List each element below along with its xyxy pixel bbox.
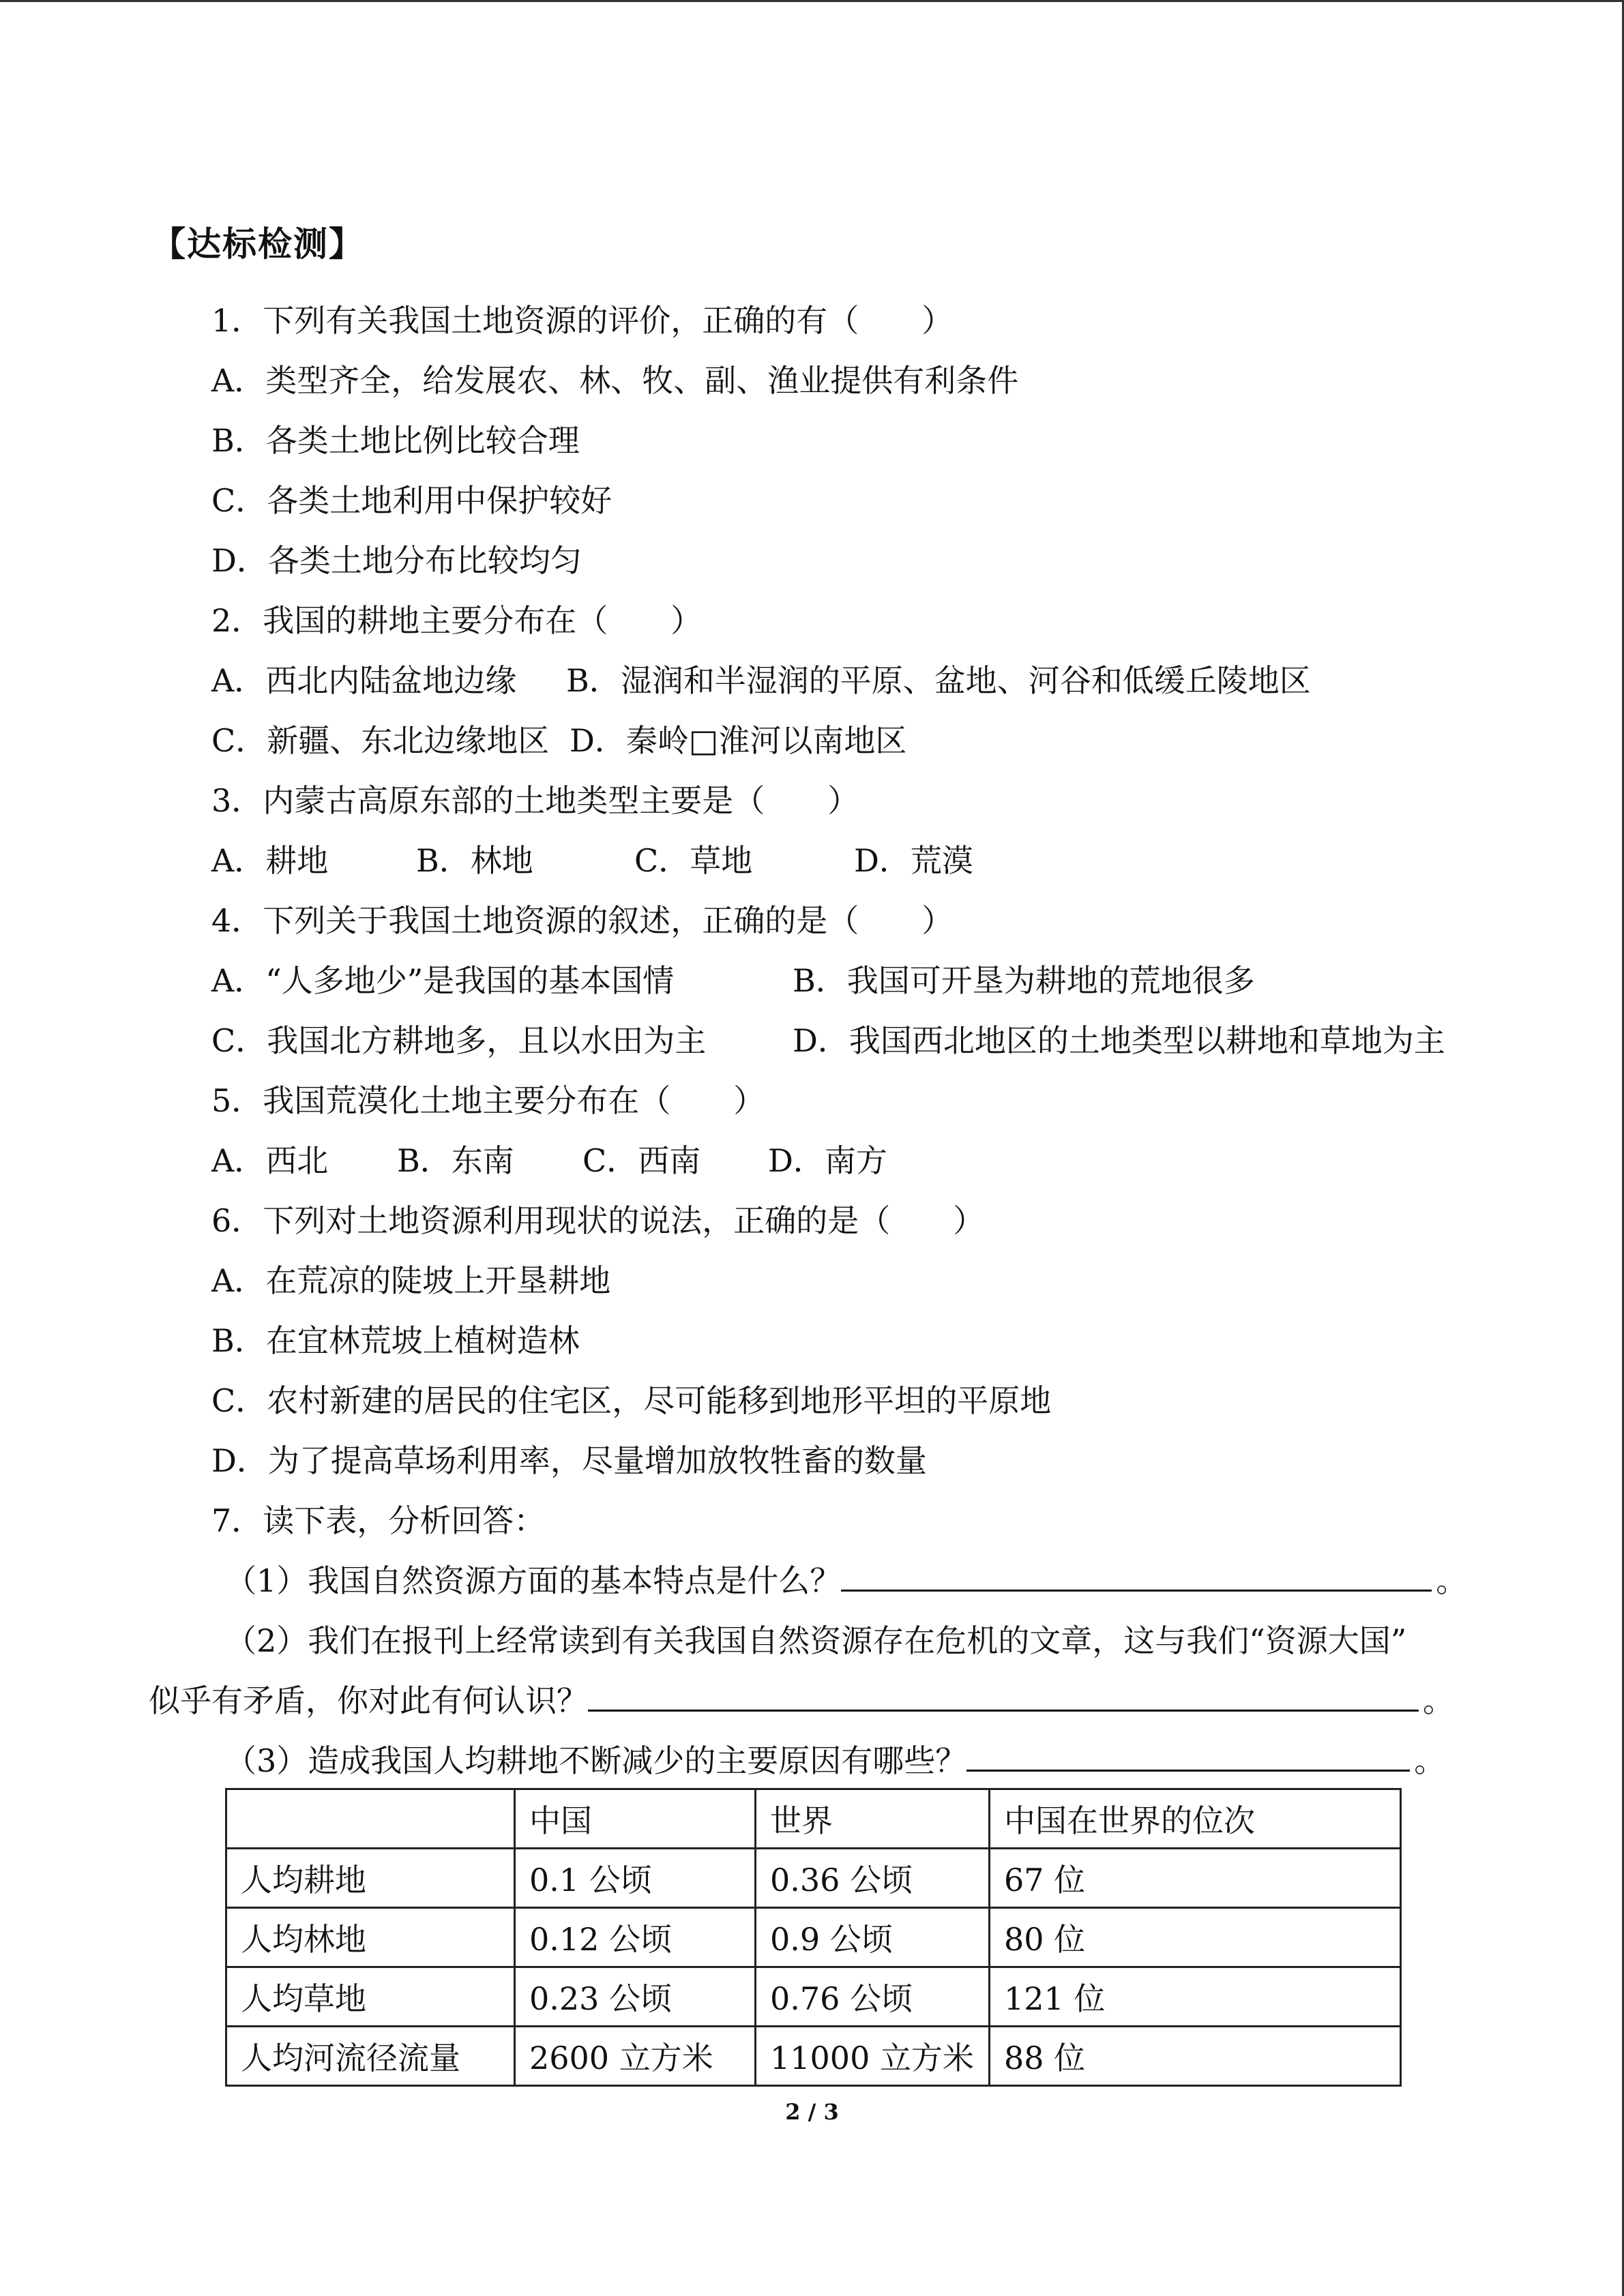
question-6-option-a: A．在荒凉的陡坡上开垦耕地 xyxy=(211,1262,611,1299)
question-7-sub-2: （2）我们在报刊上经常读到有关我国自然资源存在危机的文章，这与我们“资源大国” xyxy=(225,1622,1407,1659)
table-header-cell: 中国在世界的位次 xyxy=(990,1789,1401,1849)
question-4-options-ab xyxy=(211,960,1255,1001)
question-4-options-cd xyxy=(211,1020,1445,1061)
table-cell: 0.36 公顷 xyxy=(756,1849,990,1908)
table-row xyxy=(226,1849,1401,1908)
answer-blank-2[interactable] xyxy=(588,1682,1419,1712)
question-7-sub-3 xyxy=(225,1740,1445,1781)
question-4-option-d: D．我国西北地区的土地类型以耕地和草地为主 xyxy=(793,1022,1445,1059)
question-5-stem: 5．我国荒漠化土地主要分布在（ ） xyxy=(211,1082,765,1119)
question-2-options-ab xyxy=(211,660,1311,701)
question-7-sub-2-text: 似乎有矛盾，你对此有何认识？ xyxy=(149,1682,588,1719)
question-1-option-c: C．各类土地利用中保护较好 xyxy=(211,482,612,519)
table-cell: 0.9 公顷 xyxy=(756,1908,990,1967)
question-3-stem: 3．内蒙古高原东部的土地类型主要是（ ） xyxy=(211,782,859,819)
table-cell: 67 位 xyxy=(990,1849,1401,1908)
period: 。 xyxy=(1414,1742,1446,1779)
question-1-stem: 1．下列有关我国土地资源的评价，正确的有（ ） xyxy=(211,302,954,339)
table-cell: 人均耕地 xyxy=(226,1849,515,1908)
table-header-cell: 中国 xyxy=(515,1789,756,1849)
table-cell: 人均林地 xyxy=(226,1908,515,1967)
question-6-stem: 6．下列对土地资源利用现状的说法，正确的是（ ） xyxy=(211,1202,985,1239)
table-cell: 人均草地 xyxy=(226,1967,515,2027)
table-cell: 0.1 公顷 xyxy=(515,1849,756,1908)
answer-blank-3[interactable] xyxy=(966,1742,1410,1772)
question-4-option-c: C．我国北方耕地多，且以水田为主 xyxy=(211,1022,707,1059)
question-7-sub-2-continued xyxy=(149,1680,1454,1721)
question-2-option-d: D．秦岭□淮河以南地区 xyxy=(570,722,907,759)
question-3-option-b: B．林地 xyxy=(416,842,533,879)
question-5-options xyxy=(211,1140,887,1181)
table-cell: 0.23 公顷 xyxy=(515,1967,756,2027)
table-cell: 80 位 xyxy=(990,1908,1401,1967)
table-header-row xyxy=(226,1789,1401,1849)
question-4-stem: 4．下列关于我国土地资源的叙述，正确的是（ ） xyxy=(211,902,954,939)
question-3-option-d: D．荒漠 xyxy=(854,842,973,879)
table-cell: 88 位 xyxy=(990,2027,1401,2086)
question-7-sub-1 xyxy=(225,1560,1467,1601)
table-cell: 121 位 xyxy=(990,1967,1401,2027)
answer-blank-1[interactable] xyxy=(841,1562,1432,1592)
table-cell: 0.12 公顷 xyxy=(515,1908,756,1967)
question-2-stem: 2．我国的耕地主要分布在（ ） xyxy=(211,602,703,639)
question-7-sub-1-text: （1）我国自然资源方面的基本特点是什么？ xyxy=(225,1562,842,1599)
table-row xyxy=(226,1967,1401,2027)
question-6-option-c: C．农村新建的居民的住宅区，尽可能移到地形平坦的平原地 xyxy=(211,1382,1052,1419)
question-2-option-b: B．湿润和半湿润的平原、盆地、河谷和低缓丘陵地区 xyxy=(566,662,1311,699)
question-2-option-c: C．新疆、东北边缘地区 xyxy=(211,722,550,759)
table-row xyxy=(226,1908,1401,1967)
question-7-sub-3-text: （3）造成我国人均耕地不断减少的主要原因有哪些？ xyxy=(225,1742,967,1779)
question-5-option-d: D．南方 xyxy=(768,1142,887,1179)
page-border-top xyxy=(0,0,1624,2)
question-6-option-b: B．在宜林荒坡上植树造林 xyxy=(211,1322,580,1359)
resource-table xyxy=(225,1788,1402,2087)
question-1-option-a: A．类型齐全，给发展农、林、牧、副、渔业提供有利条件 xyxy=(211,362,1019,399)
table-cell: 人均河流径流量 xyxy=(226,2027,515,2086)
question-2-option-a: A．西北内陆盆地边缘 xyxy=(211,662,517,699)
question-3-option-a: A．耕地 xyxy=(211,842,329,879)
question-5-option-b: B．东南 xyxy=(397,1142,514,1179)
table-row xyxy=(226,2027,1401,2086)
question-3-options xyxy=(211,840,973,881)
table-header-cell: 世界 xyxy=(756,1789,990,1849)
page-number: 2 / 3 xyxy=(785,2099,839,2125)
question-1-option-d: D．各类土地分布比较均匀 xyxy=(211,542,582,579)
period: 。 xyxy=(1423,1682,1454,1719)
question-6-option-d: D．为了提高草场利用率，尽量增加放牧牲畜的数量 xyxy=(211,1442,927,1479)
table-cell: 11000 立方米 xyxy=(756,2027,990,2086)
question-4-option-a: A．“人多地少”是我国的基本国情 xyxy=(211,962,675,999)
section-title: 【达标检测】 xyxy=(151,224,364,264)
question-7-stem: 7．读下表，分析回答： xyxy=(211,1502,546,1539)
period: 。 xyxy=(1436,1562,1468,1599)
table-cell: 0.76 公顷 xyxy=(756,1967,990,2027)
question-2-options-cd xyxy=(211,720,906,761)
table-cell: 2600 立方米 xyxy=(515,2027,756,2086)
question-3-option-c: C．草地 xyxy=(634,842,753,879)
table-header-cell xyxy=(226,1789,515,1849)
question-1-option-b: B．各类土地比例比较合理 xyxy=(211,422,580,459)
question-5-option-c: C．西南 xyxy=(582,1142,701,1179)
question-4-option-b: B．我国可开垦为耕地的荒地很多 xyxy=(793,962,1255,999)
question-5-option-a: A．西北 xyxy=(211,1142,329,1179)
